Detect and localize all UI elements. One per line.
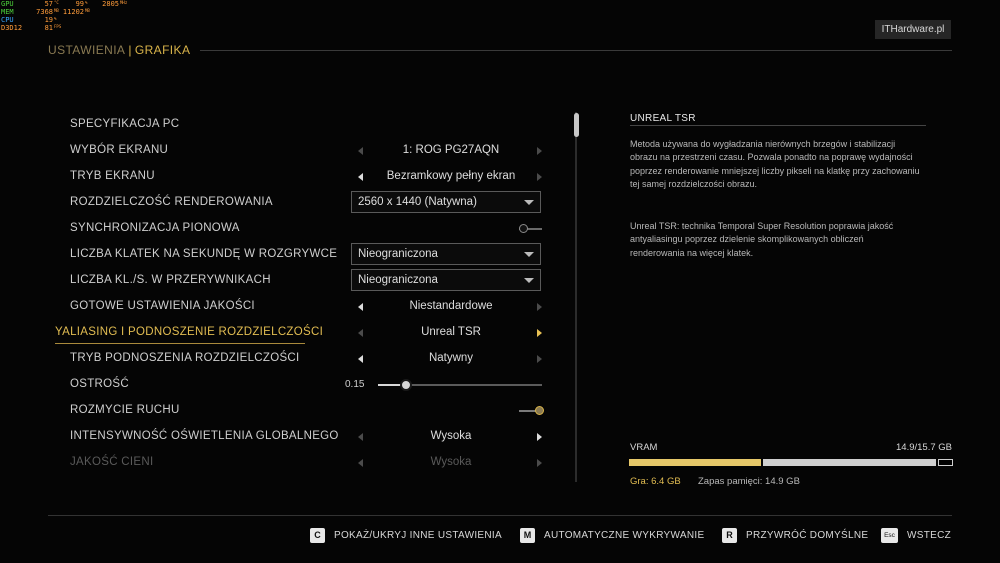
overlay-value: [93, 24, 119, 32]
slider-track[interactable]: [378, 384, 542, 386]
overlay-value: 81: [44, 24, 53, 32]
overlay-value: 99: [75, 0, 84, 8]
breadcrumb-separator: |: [128, 43, 132, 57]
setting-dropdown[interactable]: [351, 243, 541, 265]
key-r-icon: R: [722, 528, 737, 543]
page-title: GRAFIKA: [134, 43, 191, 57]
overlay-unit: MB: [54, 8, 59, 13]
overlay-unit: [120, 8, 128, 16]
breadcrumb-section[interactable]: USTAWIENIA: [48, 43, 126, 57]
overlay-row: [1, 8, 128, 16]
overlay-metric-label: CPU: [1, 16, 14, 24]
setting-row[interactable]: [0, 372, 560, 398]
description-paragraph: Unreal TSR: technika Temporal Super Resolution poprawia jakość antyaliasingu poprzez dzielenie skomplikowanych obliczeń renderowania na więcej klatek.: [630, 221, 894, 258]
setting-dropdown[interactable]: [351, 269, 541, 291]
watermark-logo: ITHardware.pl: [875, 20, 951, 39]
setting-row[interactable]: [0, 450, 560, 476]
arrow-left-icon[interactable]: [358, 303, 363, 311]
setting-label: GOTOWE USTAWIENIA JAKOŚCI: [70, 300, 255, 312]
setting-row[interactable]: [0, 320, 560, 346]
setting-label: INTENSYWNOŚĆ OŚWIETLENIA GLOBALNEGO: [70, 430, 339, 442]
dropdown-value: 2560 x 1440 (Natywna): [358, 196, 477, 208]
chevron-down-icon: [524, 200, 534, 205]
setting-dropdown[interactable]: [351, 191, 541, 213]
overlay-row: [1, 0, 128, 8]
slider-value: 0.15: [345, 379, 365, 390]
arrow-right-icon[interactable]: [537, 303, 542, 311]
setting-value: 1: ROG PG27AQN: [402, 144, 500, 156]
overlay-value: [93, 16, 119, 24]
setting-label: LICZBA KL./S. W PRZERYWNIKACH: [70, 274, 271, 286]
toggle-knob[interactable]: [519, 224, 528, 233]
toggle-knob[interactable]: [535, 406, 544, 415]
vram-bar: [629, 459, 953, 466]
overlay-unit: [120, 16, 128, 24]
setting-value: Wysoka: [430, 456, 472, 468]
vram-label: VRAM: [630, 442, 658, 453]
setting-label: YALIASING I PODNOSZENIE ROZDZIELCZOŚCI: [55, 326, 324, 338]
setting-row[interactable]: [0, 112, 560, 138]
overlay-row: [1, 24, 128, 32]
setting-row[interactable]: [0, 242, 560, 268]
scrollbar-track[interactable]: [575, 112, 577, 482]
overlay-metric-label: MEM: [1, 8, 14, 16]
key-c-icon: C: [310, 528, 325, 543]
chevron-down-icon: [524, 252, 534, 257]
setting-row[interactable]: [0, 164, 560, 190]
overlay-unit: °C: [54, 0, 59, 5]
footer-label: PRZYWRÓĆ DOMYŚLNE: [746, 529, 869, 541]
setting-toggle[interactable]: [519, 410, 542, 412]
overlay-value: [93, 8, 119, 16]
footer-divider: [48, 515, 952, 516]
vram-free-segment: [938, 459, 953, 466]
key-esc-icon: Esc: [881, 528, 898, 543]
overlay-row: [1, 16, 128, 24]
description-paragraph: Metoda używana do wygładzania nierównych brzegów i stabilizacji obrazu na przestrzeni czasu. Pozwala ponadto na poprawę wydajności poprzez renderowanie mniejszej liczby pikseli na klatkę przy zachowaniu tej samej rozdzielczości obrazu.: [630, 139, 920, 189]
overlay-value: 57: [44, 0, 53, 8]
breadcrumb: [48, 43, 190, 57]
overlay-unit: MB: [85, 8, 90, 13]
setting-label: TRYB EKRANU: [70, 170, 155, 182]
settings-list: [0, 112, 560, 480]
setting-label: SYNCHRONIZACJA PIONOWA: [70, 222, 240, 234]
setting-value: Natywny: [428, 352, 474, 364]
restore-defaults-button[interactable]: [722, 527, 868, 543]
overlay-value: [62, 24, 84, 32]
arrow-left-icon[interactable]: [358, 147, 363, 155]
arrow-right-icon[interactable]: [537, 329, 542, 337]
setting-value: Wysoka: [430, 430, 472, 442]
vram-total: 14.9/15.7 GB: [896, 442, 952, 453]
setting-label: LICZBA KLATEK NA SEKUNDĘ W ROZGRYWCE: [70, 248, 338, 260]
setting-value: Niestandardowe: [409, 300, 493, 312]
performance-overlay: [1, 0, 128, 32]
overlay-unit: [120, 24, 128, 32]
arrow-left-icon[interactable]: [358, 329, 363, 337]
arrow-right-icon[interactable]: [537, 355, 542, 363]
scrollbar-thumb[interactable]: [574, 113, 579, 137]
arrow-left-icon[interactable]: [358, 173, 363, 181]
setting-label: JAKOŚĆ CIENI: [70, 456, 154, 468]
chevron-down-icon: [524, 278, 534, 283]
setting-row[interactable]: [0, 190, 560, 216]
footer-label: POKAŻ/UKRYJ INNE USTAWIENIA: [334, 529, 502, 541]
setting-label: ROZMYCIE RUCHU: [70, 404, 180, 416]
setting-value: Unreal TSR: [421, 326, 481, 338]
key-m-icon: M: [520, 528, 535, 543]
footer-label: AUTOMATYCZNE WYKRYWANIE: [544, 529, 705, 541]
vram-other-segment: [763, 459, 936, 466]
arrow-right-icon[interactable]: [537, 459, 542, 467]
dropdown-value: Nieograniczona: [358, 248, 438, 260]
overlay-unit: [85, 24, 93, 32]
overlay-unit: %: [54, 16, 57, 21]
setting-row[interactable]: [0, 398, 560, 424]
setting-label: TRYB PODNOSZENIA ROZDZIELCZOŚCI: [70, 352, 300, 364]
overlay-value: 7368: [36, 8, 53, 16]
description-divider: [630, 125, 926, 126]
arrow-left-icon[interactable]: [358, 433, 363, 441]
arrow-left-icon[interactable]: [358, 355, 363, 363]
setting-label: ROZDZIELCZOŚĆ RENDEROWANIA: [70, 196, 273, 208]
overlay-metric-label: GPU: [1, 0, 14, 8]
auto-detect-button[interactable]: [520, 527, 704, 543]
setting-row[interactable]: [0, 216, 560, 242]
active-row-underline: [55, 343, 305, 344]
arrow-right-icon[interactable]: [537, 173, 542, 181]
setting-row[interactable]: [0, 268, 560, 294]
toggle-other-settings-button[interactable]: [310, 527, 502, 543]
overlay-value: 19: [44, 16, 53, 24]
arrow-right-icon[interactable]: [537, 147, 542, 155]
vram-reserve-label: Zapas pamięci: 14.9 GB: [698, 476, 800, 487]
overlay-metric-label: D3D12: [1, 24, 23, 32]
vram-game-segment: [629, 459, 761, 466]
arrow-left-icon[interactable]: [358, 459, 363, 467]
setting-row[interactable]: [0, 138, 560, 164]
header-divider: [200, 50, 952, 51]
footer-label: WSTECZ: [907, 529, 952, 541]
setting-row[interactable]: [0, 424, 560, 450]
setting-value: Bezramkowy pełny ekran: [386, 170, 516, 182]
overlay-unit: %: [85, 0, 88, 5]
back-button[interactable]: [881, 527, 951, 543]
overlay-value: 11202: [62, 8, 84, 16]
setting-row[interactable]: [0, 294, 560, 320]
setting-toggle[interactable]: [519, 228, 542, 230]
vram-game-label: Gra: 6.4 GB: [630, 476, 681, 487]
overlay-unit: MHz: [120, 0, 128, 5]
dropdown-value: Nieograniczona: [358, 274, 438, 286]
setting-row[interactable]: [0, 346, 560, 372]
setting-label: SPECYFIKACJA PC: [70, 118, 180, 130]
arrow-right-icon[interactable]: [537, 433, 542, 441]
description-title: UNREAL TSR: [630, 113, 696, 124]
overlay-unit: [85, 16, 93, 24]
overlay-value: 2805: [102, 0, 119, 8]
slider-handle[interactable]: [400, 379, 412, 391]
setting-label: OSTROŚĆ: [70, 378, 129, 390]
overlay-unit: FPS: [54, 24, 62, 29]
setting-label: WYBÓR EKRANU: [70, 144, 169, 156]
overlay-value: [62, 16, 84, 24]
